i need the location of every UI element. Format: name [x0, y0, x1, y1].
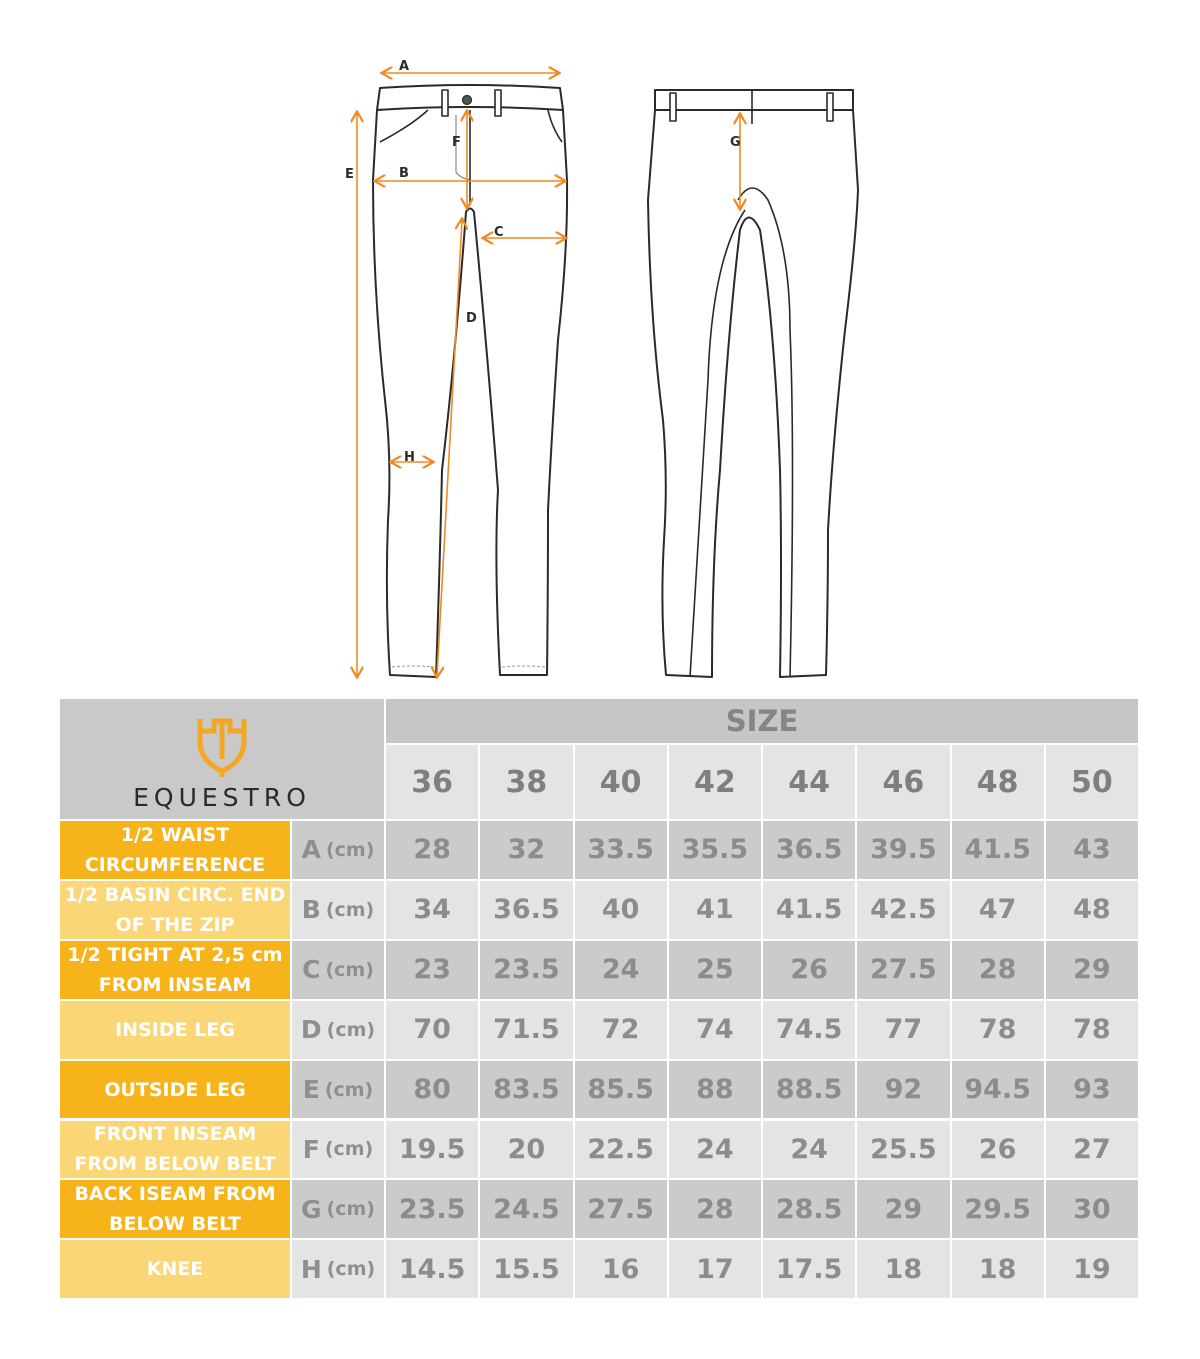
measurement-value: 41	[669, 881, 763, 941]
measurement-value: 20	[480, 1121, 574, 1181]
label-h: H	[404, 450, 415, 465]
size-column-header: 38	[480, 745, 574, 821]
measurement-value: 27	[1046, 1121, 1140, 1181]
measurement-value: 71.5	[480, 1001, 574, 1061]
measurement-value: 26	[952, 1121, 1046, 1181]
measurement-value: 14.5	[386, 1240, 480, 1300]
measurement-value: 74.5	[763, 1001, 857, 1061]
measurement-value: 24	[575, 941, 669, 1001]
size-column-header: 44	[763, 745, 857, 821]
measurement-letter: A	[301, 835, 321, 865]
measurement-value: 23.5	[480, 941, 574, 1001]
size-column-header: 40	[575, 745, 669, 821]
measurement-letter: F	[302, 1134, 320, 1164]
label-f: F	[452, 135, 461, 150]
equestro-shield-logo-icon	[192, 713, 252, 777]
measurement-name: BACK ISEAM FROM BELOW BELT	[60, 1180, 292, 1240]
measurement-name: 1/2 BASIN CIRC. END OF THE ZIP	[60, 881, 292, 941]
size-chart-table	[60, 699, 1140, 1300]
measurement-value: 28.5	[763, 1180, 857, 1240]
label-a: A	[399, 59, 410, 74]
measurement-value: 88	[669, 1061, 763, 1121]
measurement-unit: (cm)	[324, 1078, 374, 1101]
measurement-value: 32	[480, 821, 574, 881]
measurement-value: 47	[952, 881, 1046, 941]
measurement-value: 78	[1046, 1001, 1140, 1061]
measurement-value: 29	[857, 1180, 951, 1240]
measurement-value: 19.5	[386, 1121, 480, 1181]
measurement-letter: C	[302, 955, 321, 985]
measurement-unit: (cm)	[325, 898, 375, 921]
measurement-value: 26	[763, 941, 857, 1001]
measurement-letter: H	[300, 1254, 322, 1284]
measurement-value: 83.5	[480, 1061, 574, 1121]
size-column-header: 46	[857, 745, 951, 821]
measurement-value: 17.5	[763, 1240, 857, 1300]
measurement-name: OUTSIDE LEG	[60, 1061, 292, 1121]
label-c: C	[494, 225, 504, 240]
measurement-value: 17	[669, 1240, 763, 1300]
measurement-value: 36.5	[763, 821, 857, 881]
measurement-value: 88.5	[763, 1061, 857, 1121]
measurement-value: 92	[857, 1061, 951, 1121]
measurement-value: 25.5	[857, 1121, 951, 1181]
size-column-header: 36	[386, 745, 480, 821]
measurement-unit: (cm)	[325, 838, 375, 861]
measurement-value: 18	[952, 1240, 1046, 1300]
measurement-value: 16	[575, 1240, 669, 1300]
measurement-letter: G	[301, 1194, 322, 1224]
measurement-value: 22.5	[575, 1121, 669, 1181]
measurement-letter: D	[300, 1015, 322, 1045]
measurement-value: 30	[1046, 1180, 1140, 1240]
measurement-value: 34	[386, 881, 480, 941]
measurement-value: 41.5	[763, 881, 857, 941]
measurement-value: 25	[669, 941, 763, 1001]
measurement-value: 28	[386, 821, 480, 881]
measurement-value: 24	[763, 1121, 857, 1181]
measurement-value: 24	[669, 1121, 763, 1181]
measurement-code	[292, 1001, 386, 1061]
measurement-value: 77	[857, 1001, 951, 1061]
measurement-value: 43	[1046, 821, 1140, 881]
measurement-value: 42.5	[857, 881, 951, 941]
label-e: E	[345, 167, 354, 182]
measurement-value: 85.5	[575, 1061, 669, 1121]
label-g: G	[730, 135, 741, 150]
size-column-header: 50	[1046, 745, 1140, 821]
measurement-value: 29	[1046, 941, 1140, 1001]
label-d: D	[466, 311, 477, 326]
measurement-value: 94.5	[952, 1061, 1046, 1121]
measurement-code	[292, 941, 386, 1001]
measurement-value: 35.5	[669, 821, 763, 881]
measurement-value: 93	[1046, 1061, 1140, 1121]
measurement-code	[292, 1061, 386, 1121]
measurement-labels	[345, 59, 741, 465]
measurement-unit: (cm)	[326, 1198, 375, 1221]
measurement-code	[292, 1180, 386, 1240]
measurement-value: 27.5	[857, 941, 951, 1001]
measurement-value: 18	[857, 1240, 951, 1300]
measurement-value: 15.5	[480, 1240, 574, 1300]
label-b: B	[399, 166, 409, 181]
brand-name: EQUESTRO	[133, 783, 311, 812]
measurement-letter: B	[301, 895, 321, 925]
measurement-value: 28	[669, 1180, 763, 1240]
measurement-value: 48	[1046, 881, 1140, 941]
measurement-name: KNEE	[60, 1240, 292, 1300]
measurement-value: 80	[386, 1061, 480, 1121]
measurement-value: 23.5	[386, 1180, 480, 1240]
measurement-value: 78	[952, 1001, 1046, 1061]
measurement-value: 36.5	[480, 881, 574, 941]
measurement-unit: (cm)	[324, 1138, 374, 1161]
brand-cell	[60, 699, 386, 821]
measurement-unit: (cm)	[325, 958, 374, 981]
measurement-unit: (cm)	[326, 1018, 376, 1041]
size-header-title: SIZE	[386, 699, 1140, 745]
measurement-name: INSIDE LEG	[60, 1001, 292, 1061]
measurement-value: 40	[575, 881, 669, 941]
size-column-header: 48	[952, 745, 1046, 821]
measurement-code	[292, 821, 386, 881]
measurement-code	[292, 1121, 386, 1181]
back-view-drawing	[648, 90, 858, 677]
measurement-value: 33.5	[575, 821, 669, 881]
measurement-name: 1/2 TIGHT AT 2,5 cm FROM INSEAM	[60, 941, 292, 1001]
measurement-name: FRONT INSEAM FROM BELOW BELT	[60, 1121, 292, 1181]
measurement-unit: (cm)	[326, 1258, 376, 1281]
measurement-code	[292, 881, 386, 941]
measurement-name: 1/2 WAIST CIRCUMFERENCE	[60, 821, 292, 881]
measurement-value: 28	[952, 941, 1046, 1001]
measurement-value: 24.5	[480, 1180, 574, 1240]
measurement-value: 29.5	[952, 1180, 1046, 1240]
measurement-value: 19	[1046, 1240, 1140, 1300]
measurement-value: 72	[575, 1001, 669, 1061]
measurement-value: 39.5	[857, 821, 951, 881]
measurement-value: 74	[669, 1001, 763, 1061]
measurement-value: 70	[386, 1001, 480, 1061]
measurement-value: 23	[386, 941, 480, 1001]
measurement-value: 41.5	[952, 821, 1046, 881]
measurement-code	[292, 1240, 386, 1300]
measurement-value: 27.5	[575, 1180, 669, 1240]
measurement-letter: E	[302, 1075, 320, 1105]
size-column-header: 42	[669, 745, 763, 821]
